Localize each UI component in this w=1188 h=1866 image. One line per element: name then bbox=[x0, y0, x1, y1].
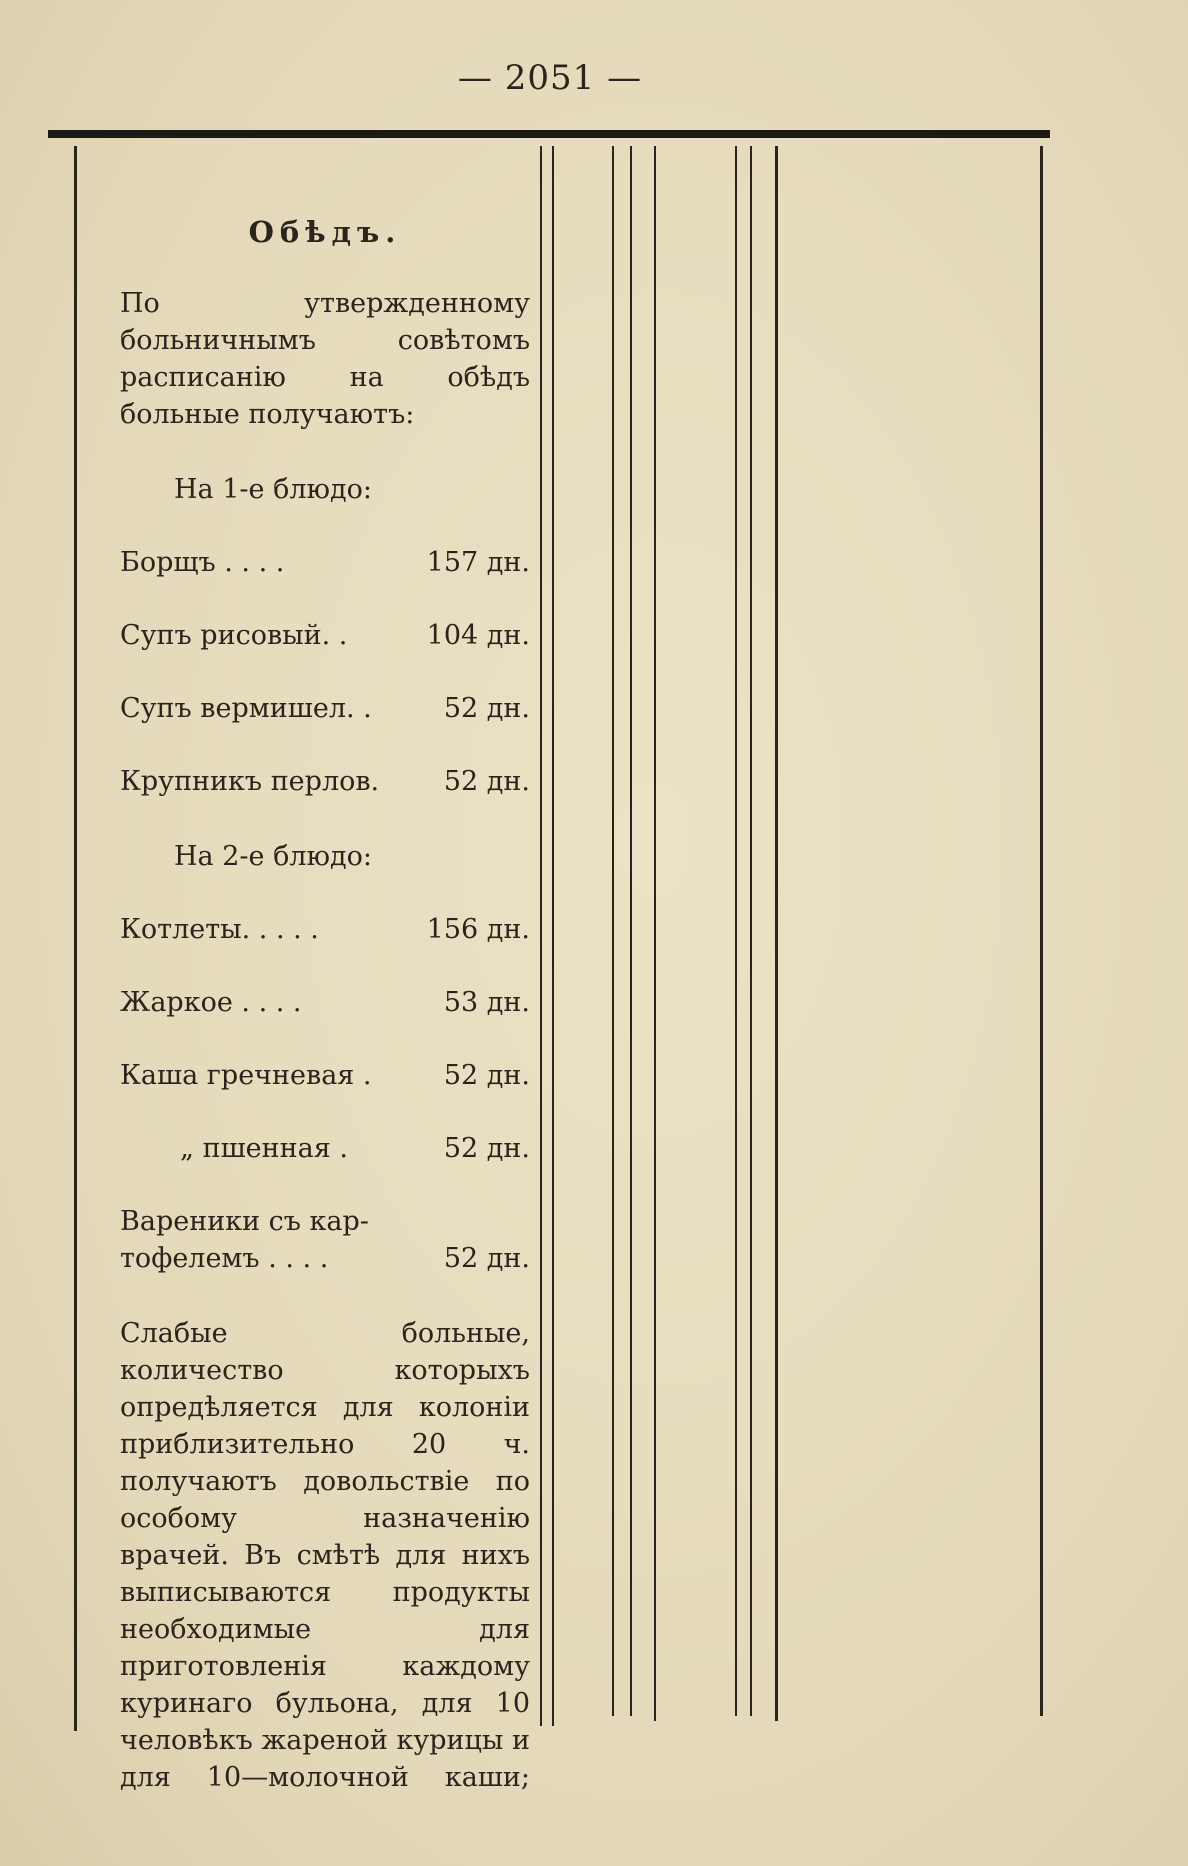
column-line bbox=[630, 146, 632, 1716]
menu-item: Жаркое . . . . bbox=[120, 987, 302, 1018]
menu-row-vareniki bbox=[120, 1203, 530, 1277]
menu-qty: 52 дн. bbox=[443, 766, 530, 797]
closing-paragraph: Слабые больные, количество которыхъ опредѣляется для колоніи приблизительно 20 ч. получаютъ довольствіе по особому назначенію врачей. Въ смѣтѣ для нихъ выписываются продукты необходимые для приготовленія каждому куринаго бульона, для 10 человѣкъ жареной курицы и для 10—молочной каши; bbox=[120, 1318, 530, 1793]
menu-row bbox=[120, 617, 530, 654]
column-line bbox=[750, 146, 752, 1716]
page-number: — 2051 — bbox=[457, 58, 643, 98]
column-line bbox=[1040, 146, 1043, 1716]
menu-item: тофелемъ . . . . bbox=[120, 1243, 329, 1274]
menu-item: Каша гречневая . bbox=[120, 1060, 372, 1091]
menu-row bbox=[120, 1130, 530, 1167]
menu-item: Супъ рисовый. . bbox=[120, 620, 348, 651]
menu-item: Супъ вермишел. . bbox=[120, 693, 372, 724]
menu-item-line2-row bbox=[120, 1240, 530, 1277]
column-line bbox=[775, 146, 778, 1721]
menu-qty: 53 дн. bbox=[443, 987, 530, 1018]
column-line bbox=[612, 146, 614, 1716]
main-text-column bbox=[120, 200, 530, 1796]
menu-row bbox=[120, 1057, 530, 1094]
menu-row bbox=[120, 911, 530, 948]
menu-qty: 157 дн. bbox=[426, 547, 530, 578]
section-heading: Обѣдъ. bbox=[248, 215, 402, 249]
menu-item: „ пшенная . bbox=[180, 1133, 348, 1164]
menu-item: Котлеты. . . . . bbox=[120, 914, 319, 945]
menu-qty: 104 дн. bbox=[426, 620, 530, 651]
menu-item-line1: Вареники съ кар- bbox=[120, 1206, 369, 1237]
column-line bbox=[735, 146, 737, 1716]
menu-row bbox=[120, 763, 530, 800]
menu-qty: 156 дн. bbox=[426, 914, 530, 945]
second-course-label: На 2-е блюдо: bbox=[174, 841, 372, 872]
menu-row bbox=[120, 544, 530, 581]
menu-item: Крупникъ перлов. bbox=[120, 766, 380, 797]
menu-qty: 52 дн. bbox=[443, 693, 530, 724]
intro-paragraph: По утвержденному больничнымъ совѣтомъ расписанію на обѣдъ больные получаютъ: bbox=[120, 288, 530, 430]
column-line bbox=[552, 146, 554, 1726]
column-line bbox=[540, 146, 542, 1726]
menu-qty: 52 дн. bbox=[443, 1133, 530, 1164]
menu-qty: 52 дн. bbox=[443, 1243, 530, 1274]
top-rule bbox=[48, 130, 1050, 138]
menu-row bbox=[120, 984, 530, 1021]
column-line bbox=[654, 146, 656, 1721]
first-course-label: На 1-е блюдо: bbox=[174, 474, 372, 505]
column-line bbox=[74, 146, 77, 1731]
menu-row bbox=[120, 690, 530, 727]
menu-qty: 52 дн. bbox=[443, 1060, 530, 1091]
menu-item: Борщъ . . . . bbox=[120, 547, 285, 578]
